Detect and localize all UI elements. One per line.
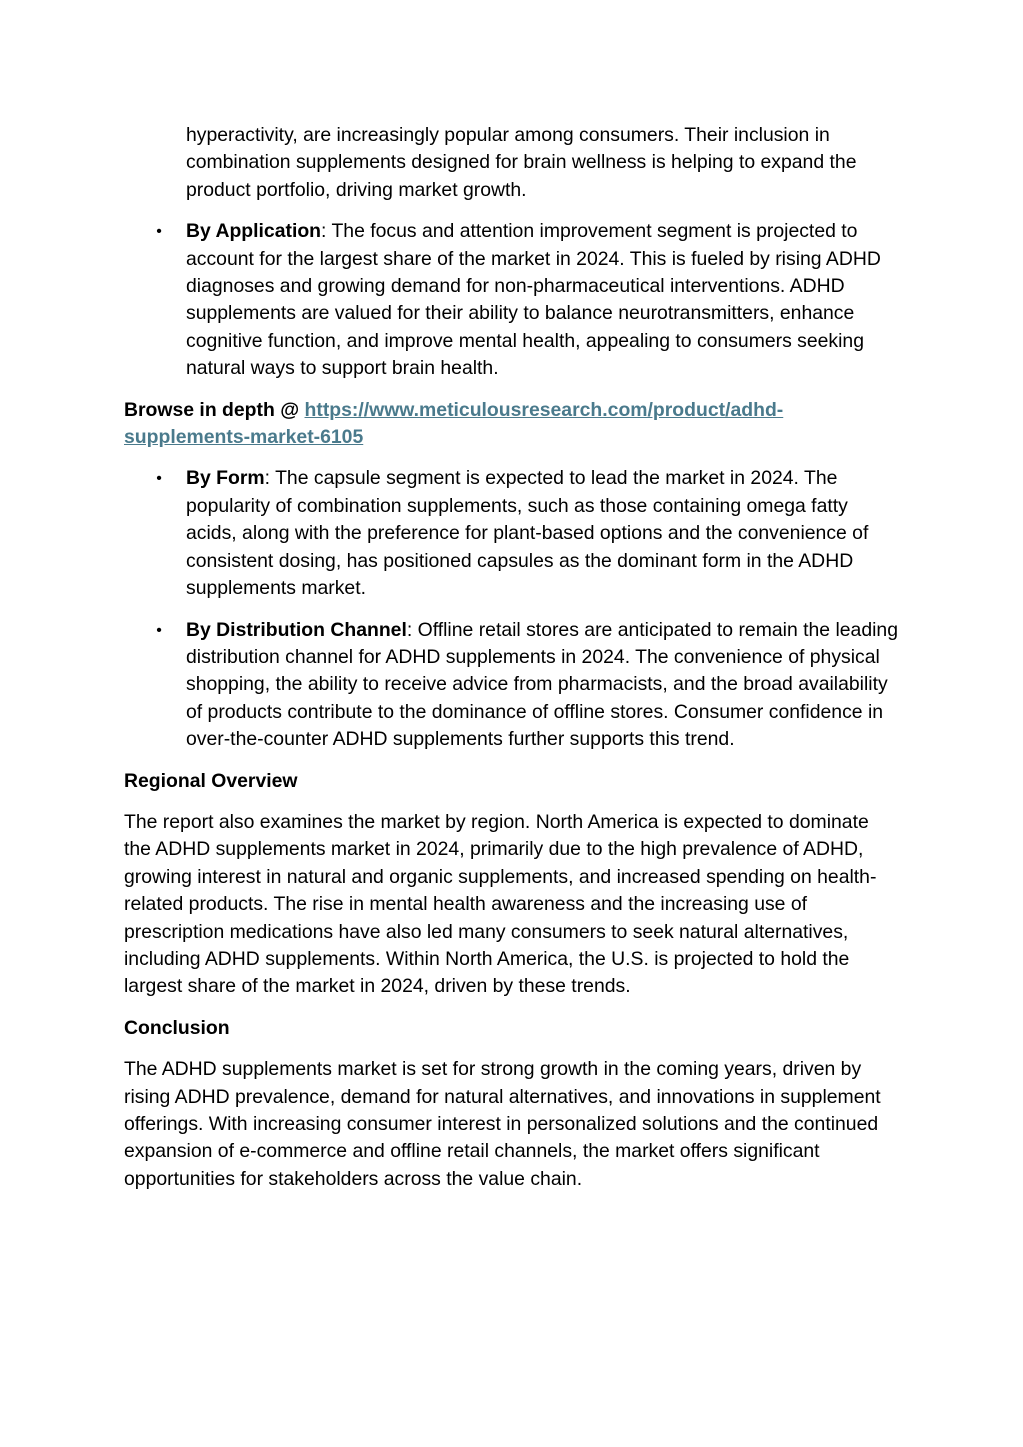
segment-list-application [124,218,900,382]
list-item-by-application [156,218,900,382]
conclusion-heading: Conclusion [124,1016,230,1039]
segment-label: By Distribution Channel [186,618,407,641]
regional-overview-heading: Regional Overview [124,769,298,792]
bullet-icon: • [156,223,162,241]
regional-overview-paragraph: The report also examines the market by region. North America is expected to dominate the ADHD supplements market in 2024, primarily due to the high prevalence of ADHD, growing interest in natural and organic supplements, and increased spending on health-related products. The rise in mental health awareness and the increasing use of prescription medications have also led many consumers to seek natural alternatives, including ADHD supplements. Within North America, the U.S. is projected to hold the largest share of the market in 2024, driven by these trends. [124,810,877,998]
list-item-by-form [156,465,900,602]
browse-prefix: Browse in depth @ [124,398,305,421]
segment-label: By Application [186,220,322,243]
segment-text: : Offline retail stores are anticipated to remain the leading distribution channel for ADHD supplements in 2024. The convenience of physical shopping, the ability to receive advice from pharmacists, and the broad availability of products contribute to the dominance of offline stores. Consumer confidence in over-the-counter ADHD supplements further supports this trend. [186,618,898,751]
intro-continuation-paragraph: hyperactivity, are increasingly popular among consumers. Their inclusion in combination supplements designed for brain wellness is helping to expand the product portfolio, driving market growth. [186,124,857,201]
segment-list-form-distribution [124,465,900,753]
bullet-icon: • [156,621,162,639]
segment-label: By Form [186,467,265,490]
bullet-icon: • [156,470,162,488]
segment-text: : The focus and attention improvement segment is projected to account for the largest share of the market in 2024. This is fueled by rising ADHD diagnoses and growing demand for non-pharmaceutical interventions. ADHD supplements are valued for their ability to balance neurotransmitters, enhance cognitive function, and improve mental health, appealing to consumers seeking natural ways to support brain health. [186,220,881,380]
product-link[interactable]: https://www.meticulousresearch.com/product/adhd-supplements-market-6105 [124,398,784,449]
segment-text: : The capsule segment is expected to lead the market in 2024. The popularity of combination supplements, such as those containing omega fatty acids, along with the preference for plant-based options and the convenience of consistent dosing, has positioned capsules as the dominant form in the ADHD supplements market. [186,467,869,600]
list-item-by-distribution-channel [156,617,900,754]
conclusion-paragraph: The ADHD supplements market is set for strong growth in the coming years, driven by rising ADHD prevalence, demand for natural alternatives, and innovations in supplement offerings. With increasing consumer interest in personalized solutions and the continued expansion of e-commerce and offline retail channels, the market offers significant opportunities for stakeholders across the value chain. [124,1058,881,1190]
browse-line [124,397,900,452]
